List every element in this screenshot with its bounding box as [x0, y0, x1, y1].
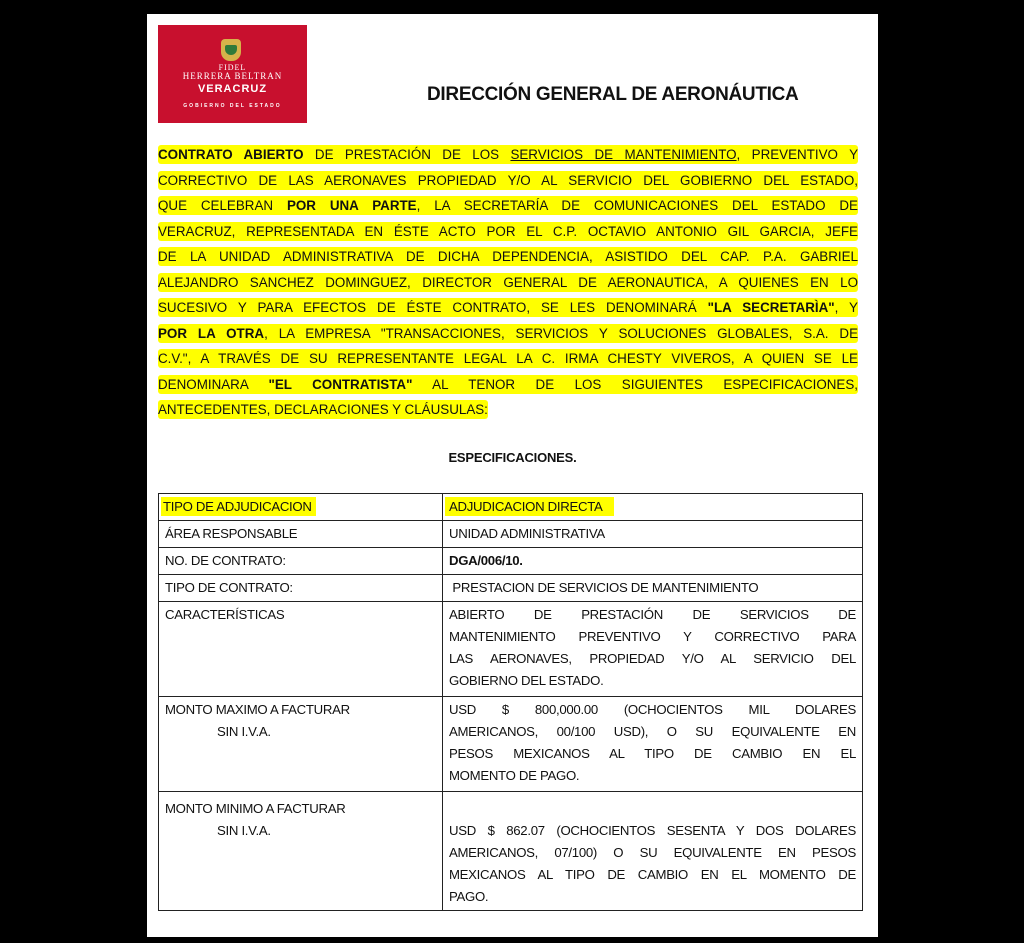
spec-key: NO. DE CONTRATO: [159, 548, 443, 575]
spec-key: CARACTERÍSTICAS [159, 602, 443, 697]
spec-key: TIPO DE CONTRATO: [159, 575, 443, 602]
spec-key: MONTO MINIMO A FACTURAR SIN I.V.A. [159, 792, 443, 911]
page-title: DIRECCIÓN GENERAL DE AERONÁUTICA [427, 84, 799, 105]
table-row [159, 575, 863, 602]
intro-line: SUCESIVO Y PARA EFECTOS DE ÉSTE CONTRATO, SE LES DENOMINARÁ "LA SECRETARÌA", Y [158, 300, 858, 315]
table-row [159, 602, 863, 697]
spec-value: ABIERTO DE PRESTACIÓN DE SERVICIOS DE MANTENIMIENTO PREVENTIVO Y CORRECTIVO PARA LAS AERONAVES, PROPIEDAD Y/O AL SERVICIO DEL GOBIERNO DEL ESTADO. [443, 602, 863, 697]
intro-line: QUE CELEBRAN POR UNA PARTE, LA SECRETARÍA DE COMUNICACIONES DEL ESTADO DE [158, 198, 858, 213]
intro-line: CORRECTIVO DE LAS AERONAVES PROPIEDAD Y/O AL SERVICIO DEL GOBIERNO DEL ESTADO, [158, 172, 858, 188]
spec-key: ÁREA RESPONSABLE [159, 521, 443, 548]
coat-of-arms-icon [221, 39, 241, 61]
specifications-heading: ESPECIFICACIONES. [448, 450, 577, 465]
spec-value: ADJUDICACION DIRECTA [443, 494, 863, 521]
logo-line-4: GOBIERNO DEL ESTADO [183, 103, 282, 109]
intro-line: CONTRATO ABIERTO DE PRESTACIÓN DE LOS SERVICIOS DE MANTENIMIENTO, PREVENTIVO Y [158, 147, 859, 162]
spec-value: PRESTACION DE SERVICIOS DE MANTENIMIENTO [443, 575, 863, 602]
specifications-table [158, 493, 863, 911]
spec-value: DGA/006/10. [443, 548, 863, 575]
intro-line: ALEJANDRO SANCHEZ DOMINGUEZ, DIRECTOR GENERAL DE AERONAUTICA, A QUIENES EN LO [158, 274, 858, 290]
logo-line-3: VERACRUZ [197, 83, 268, 95]
spec-value: UNIDAD ADMINISTRATIVA [443, 521, 863, 548]
veracruz-government-logo [158, 25, 307, 123]
spec-value: USD $ 800,000.00 (OCHOCIENTOS MIL DOLARES AMERICANOS, 00/100 USD), O SU EQUIVALENTE EN PESOS MEXICANOS AL TIPO DE CAMBIO EN EL MOMENTO DE PAGO. [443, 697, 863, 792]
table-row [159, 792, 863, 911]
logo-line-2: HERRERA BELTRAN [182, 71, 283, 81]
spec-value: USD $ 862.07 (OCHOCIENTOS SESENTA Y DOS DOLARES AMERICANOS, 07/100) O SU EQUIVALENTE EN PESOS MEXICANOS AL TIPO DE CAMBIO EN EL MOMENTO DE PAGO. [443, 792, 863, 911]
intro-line: C.V.", A TRAVÉS DE SU REPRESENTANTE LEGAL LA C. IRMA CHESTY VIVEROS, A QUIEN SE LE [158, 351, 858, 366]
table-row [159, 697, 863, 792]
intro-line: DE LA UNIDAD ADMINISTRATIVA DE DICHA DEPENDENCIA, ASISTIDO DEL CAP. P.A. GABRIEL [158, 249, 858, 264]
intro-line: VERACRUZ, REPRESENTADA EN ÉSTE ACTO POR EL C.P. OCTAVIO ANTONIO GIL GARCIA, JEFE [158, 223, 858, 239]
contract-intro-paragraph [158, 142, 858, 423]
table-row [159, 521, 863, 548]
intro-line: DENOMINARA "EL CONTRATISTA" AL TENOR DE LOS SIGUIENTES ESPECIFICACIONES, [158, 376, 859, 392]
intro-line: ANTECEDENTES, DECLARACIONES Y CLÁUSULAS: [158, 402, 488, 417]
spec-key: MONTO MAXIMO A FACTURAR SIN I.V.A. [159, 697, 443, 792]
intro-line: POR LA OTRA, LA EMPRESA "TRANSACCIONES, SERVICIOS Y SOLUCIONES GLOBALES, S.A. DE [158, 325, 858, 341]
spec-key: TIPO DE ADJUDICACION [159, 494, 443, 521]
table-row [159, 494, 863, 521]
logo-line-1: FIDEL [218, 63, 247, 72]
table-row [159, 548, 863, 575]
document-page [147, 14, 878, 937]
